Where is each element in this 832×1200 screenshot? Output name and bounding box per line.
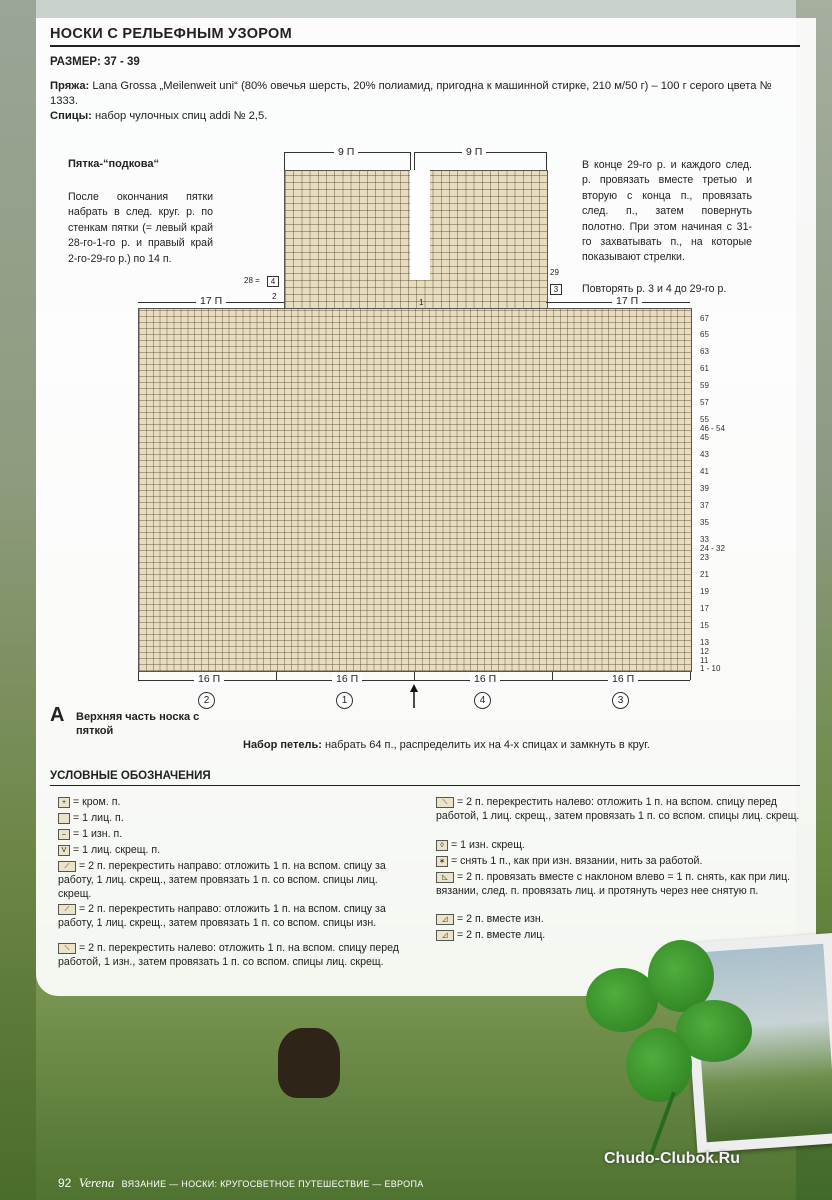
bracket-tick — [284, 152, 285, 170]
legend-item — [436, 795, 806, 823]
magazine-brand: Verena — [78, 1175, 115, 1190]
row-number: 12 — [700, 647, 709, 656]
legend-text: = 1 изн. скрещ. — [451, 839, 525, 851]
legend-item — [58, 795, 408, 809]
legend-text: = 2 п. вместе изн. — [457, 913, 544, 925]
edge-stitch-icon: + — [58, 797, 70, 808]
legend-text: = 2 п. перекрестить налево: отложить 1 п. на вспом. спицу перед работой, 1 лиц. скрещ., затем провязать 1 п. со вспом. спицы лиц. скрещ. — [436, 796, 800, 823]
legend-item — [58, 859, 414, 902]
section-caption: Верхняя часть носка с пяткой — [76, 711, 200, 737]
heel-row-2: 2 — [272, 292, 277, 301]
needles-text: набор чулочных спиц addi № 2,5. — [94, 110, 268, 122]
row-number: 39 — [700, 484, 709, 493]
row-number: 1 - 10 — [700, 664, 721, 673]
row-number: 37 — [700, 501, 709, 510]
legend-item — [58, 902, 414, 930]
cast-on-label: Набор петель: — [243, 739, 322, 751]
heel-instructions: В конце 29-го р. и каждого след. р. провязать вместе третью и вторую с конца п., провязать след. п., затем повернуть полотно. При этом начиная с 31-го захватывать п., на которые показывают стрелки. — [582, 159, 752, 264]
legend-item — [436, 912, 806, 926]
bracket-tick — [414, 152, 415, 170]
cross-left-icon: ⟍ — [58, 943, 76, 954]
heel-title: Пятка-“подкова“ — [68, 158, 160, 170]
cast-on-text: набрать 64 п., распределить их на 4-х спицах и замкнуть в круг. — [324, 739, 650, 751]
cow-image — [278, 1028, 340, 1098]
legend-text: = 2 п. вместе лиц. — [457, 929, 546, 941]
twisted-purl-icon: ◊ — [436, 840, 448, 851]
needle-number-circle: 1 — [336, 692, 353, 709]
cross-right-icon: ⟋ — [58, 861, 76, 872]
repeat-note: Повторять р. 3 и 4 до 29-го р. — [582, 283, 727, 295]
section-width: 16 П — [470, 673, 500, 685]
row-number: 24 - 32 — [700, 544, 725, 553]
legend-text: = снять 1 п., как при изн. вязании, нить за работой. — [451, 855, 703, 867]
section-width: 16 П — [332, 673, 362, 685]
row-number: 46 - 54 — [700, 424, 725, 433]
bracket-tick — [414, 672, 415, 680]
needle-number-circle: 2 — [198, 692, 215, 709]
heel-row-29: 29 — [550, 268, 559, 277]
chart-width-right: 17 П — [612, 295, 642, 307]
legend-text: = 2 п. провязать вместе с наклоном влево = 1 п. снять, как при лиц. вязании, след. п. провязать лиц. и протянуть через нее снятую п. — [436, 871, 791, 898]
background-photo-left — [0, 0, 36, 1200]
row-number: 23 — [700, 553, 709, 562]
row-number: 41 — [700, 467, 709, 476]
row-number: 35 — [700, 518, 709, 527]
yarn-paragraph — [50, 79, 800, 109]
slip-stitch-icon: ∗ — [436, 856, 448, 867]
legend-title: УСЛОВНЫЕ ОБОЗНАЧЕНИЯ — [50, 770, 211, 782]
legend-item — [58, 827, 408, 841]
legend-text: = 2 п. перекрестить направо: отложить 1 п. на вспом. спицу за работу, 1 лиц. скрещ., затем провязать 1 п. со вспом. спицы лиц. скрещ. — [58, 860, 386, 901]
cross-right-purl-icon: ⟋ — [58, 904, 76, 915]
row-number: 59 — [700, 381, 709, 390]
row-number: 65 — [700, 330, 709, 339]
section-width: 16 П — [194, 673, 224, 685]
yarn-label: Пряжа: — [50, 80, 90, 92]
legend-text: = 1 изн. п. — [73, 828, 123, 840]
legend-text: = 2 п. перекрестить налево: отложить 1 п. на вспом. спицу перед работой, 1 изн., затем провязать 1 п. со вспом. спицы лиц. скрещ. — [58, 942, 399, 969]
row-number: 67 — [700, 314, 709, 323]
legend-item — [436, 870, 806, 898]
clover-leaf-image — [626, 1028, 692, 1102]
chart-width-left: 17 П — [196, 295, 226, 307]
section-letter: A — [50, 704, 65, 726]
heel-box-4: 4 — [267, 276, 279, 287]
needle-number-circle: 3 — [612, 692, 629, 709]
legend-text: = 1 лиц. п. — [73, 812, 124, 824]
legend-divider — [50, 785, 800, 786]
row-number: 57 — [700, 398, 709, 407]
legend-item — [58, 843, 408, 857]
heel-width-right: 9 П — [462, 146, 486, 158]
heel-row-3: 3 — [550, 284, 562, 295]
section-width: 16 П — [608, 673, 638, 685]
page-title: НОСКИ С РЕЛЬЕФНЫМ УЗОРОМ — [50, 26, 293, 42]
page-number: 92 — [58, 1176, 72, 1190]
main-stitch-chart — [138, 308, 692, 672]
heel-width-left: 9 П — [334, 146, 358, 158]
legend-item — [58, 811, 408, 825]
legend-item — [436, 838, 806, 852]
title-divider — [50, 45, 800, 47]
row-number: 61 — [700, 364, 709, 373]
cast-on-note — [243, 739, 650, 751]
bracket-tick — [552, 672, 553, 680]
yarn-text: Lana Grossa „Meilenweit uni“ (80% овечья шерсть, 20% полиамид, пригодна к машинной стирке, 210 м/50 г) – 100 г серого цвета № 1333. — [50, 80, 772, 107]
row-number: 19 — [700, 587, 709, 596]
p2tog-icon: ◿ — [436, 914, 454, 925]
needle-number-circle: 4 — [474, 692, 491, 709]
twisted-knit-icon: V — [58, 845, 70, 856]
k2tog-icon: ◿ — [436, 930, 454, 941]
watermark: Chudo-Clubok.Ru — [604, 1150, 740, 1167]
heel-box-1: 1 — [419, 298, 424, 307]
legend-item — [436, 854, 806, 868]
knit-stitch-icon — [58, 813, 70, 824]
bracket-tick — [546, 152, 547, 170]
heel-row-28: 28 = — [244, 276, 260, 285]
row-number: 11 — [700, 656, 709, 665]
bracket-tick — [138, 672, 139, 680]
legend-text: = 2 п. перекрестить направо: отложить 1 п. на вспом. спицу за работу, 1 лиц. скрещ., затем провязать 1 п. со вспом. спицы изн. — [58, 903, 386, 930]
purl-stitch-icon: – — [58, 829, 70, 840]
row-number: 13 — [700, 638, 709, 647]
row-number: 17 — [700, 604, 709, 613]
round-start-arrow-icon — [408, 684, 420, 708]
heel-text: После окончания пятки набрать в след. круг. р. по стенкам пятки (= левый край 28-го-1-го р. и правый край 2-го-29-го р.) по 14 п. — [68, 191, 213, 265]
row-number: 21 — [700, 570, 709, 579]
needles-paragraph — [50, 109, 800, 124]
size-line: РАЗМЕР: 37 - 39 — [50, 56, 140, 68]
heel-chart-gap — [410, 170, 430, 280]
row-number: 33 — [700, 535, 709, 544]
legend-item — [58, 941, 414, 969]
bracket-tick — [276, 672, 277, 680]
bracket-tick — [410, 152, 411, 170]
legend-text: = кром. п. — [73, 796, 121, 808]
row-number: 15 — [700, 621, 709, 630]
ssk-decrease-icon: ◺ — [436, 872, 454, 883]
cross-left-twisted-icon: ⟍ — [436, 797, 454, 808]
needles-label: Спицы: — [50, 110, 92, 122]
page-footer — [58, 1175, 424, 1191]
row-number: 43 — [700, 450, 709, 459]
bracket-tick — [690, 672, 691, 680]
row-number: 63 — [700, 347, 709, 356]
row-number: 55 — [700, 415, 709, 424]
footer-text: ВЯЗАНИЕ — НОСКИ: КРУГОСВЕТНОЕ ПУТЕШЕСТВИЕ — ЕВРОПА — [121, 1179, 424, 1189]
row-number: 45 — [700, 433, 709, 442]
legend-text: = 1 лиц. скрещ. п. — [73, 844, 161, 856]
